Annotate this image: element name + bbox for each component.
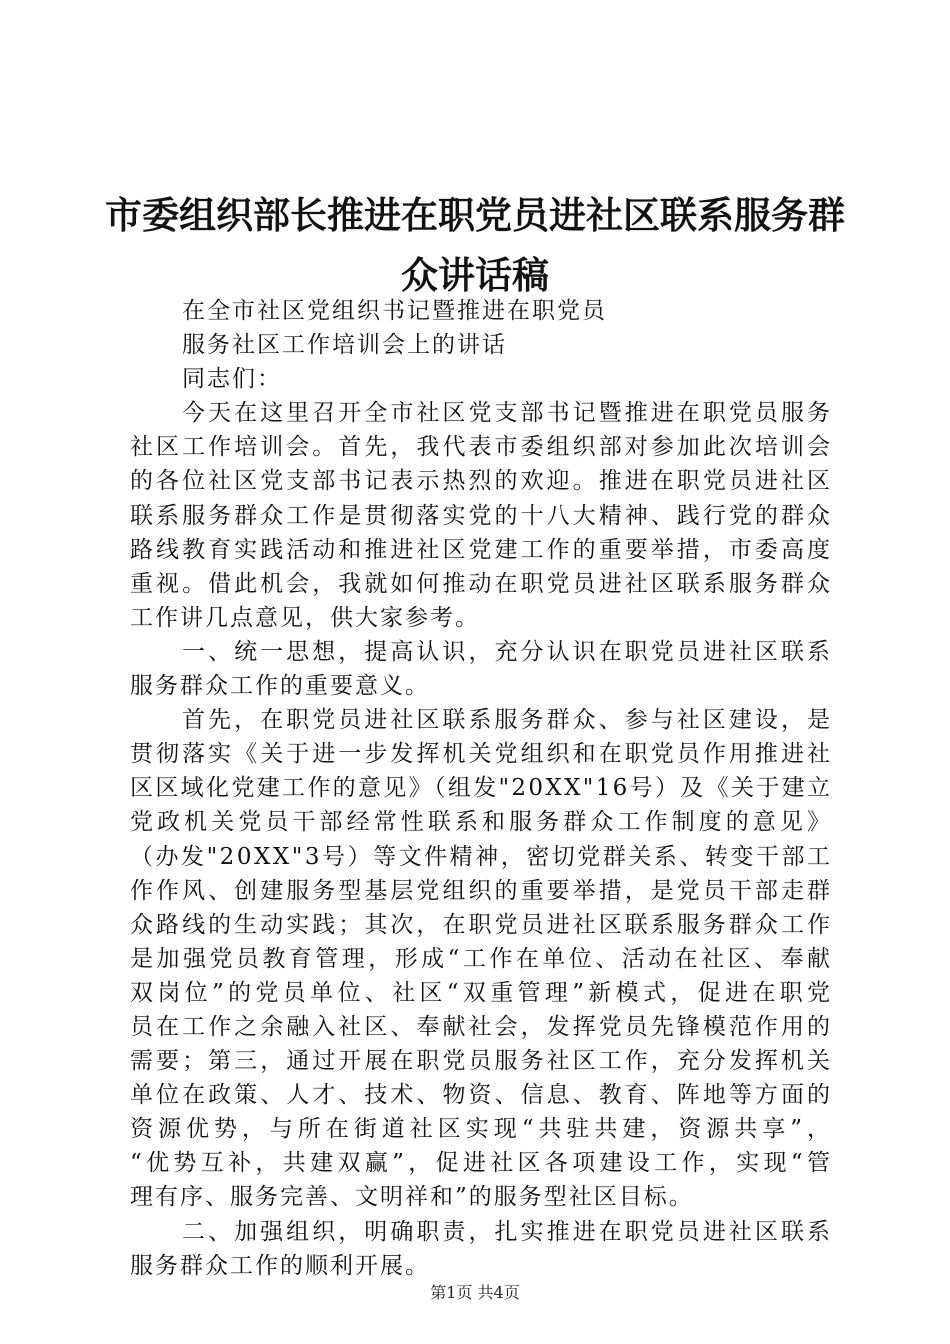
text-line: 重视。借此机会，我就如何推动在职党员进社区联系服务群众 (130, 570, 834, 597)
text-line: 一、统一思想，提高认识，充分认识在职党员进社区联系 (182, 638, 834, 665)
text-line: 服务社区工作培训会上的讲话 (182, 332, 507, 359)
text-line: 服务群众工作的顺利开展。 (130, 1252, 430, 1279)
text-line: 众路线的生动实践；其次，在职党员进社区联系服务群众工作 (130, 911, 834, 938)
text-line: 作作风、创建服务型基层党组织的重要举措，是党员干部走群 (130, 877, 834, 904)
text-line: 工作讲几点意见，供大家参考。 (130, 604, 480, 631)
text-line: 资源优势，与所在街道社区实现“共驻共建，资源共享”， (130, 1116, 835, 1143)
text-line: “优势互补，共建双赢”，促进社区各项建设工作，实现“管 (130, 1150, 835, 1177)
text-line: 党政机关党员干部经常性联系和服务群众工作制度的意见》 (130, 809, 835, 836)
text-line: 同志们： (182, 366, 282, 393)
text-line: 需要；第三，通过开展在职党员服务社区工作，充分发挥机关 (130, 1048, 834, 1075)
text-line: 员在工作之余融入社区、奉献社会，发挥党员先锋模范作用的 (130, 1013, 834, 1040)
text-line: 首先，在职党员进社区联系服务群众、参与社区建设，是 (182, 707, 834, 734)
title-line: 众讲话稿 (401, 253, 549, 297)
text-line: 是加强党员教育管理，形成“工作在单位、活动在社区、奉献 (130, 945, 834, 972)
text-line: 联系服务群众工作是贯彻落实党的十八大精神、践行党的群众 (130, 502, 834, 529)
text-line: 理有序、服务完善、文明祥和”的服务型社区目标。 (130, 1184, 694, 1211)
text-line: 双岗位”的党员单位、社区“双重管理”新模式，促进在职党 (130, 979, 835, 1006)
text-line: （办发"20XX"3号）等文件精神，密切党群关系、转变干部工 (130, 843, 833, 870)
text-line: 在全市社区党组织书记暨推进在职党员 (182, 298, 607, 324)
text-line: 的各位社区党支部书记表示热烈的欢迎。推进在职党员进社区 (130, 468, 834, 495)
page-title (95, 185, 855, 305)
text-line: 单位在政策、人才、技术、物资、信息、教育、阵地等方面的 (130, 1082, 834, 1109)
document-body (130, 294, 835, 1283)
title-line: 市委组织部长推进在职党员进社区联系服务群 (105, 193, 845, 237)
text-line: 服务群众工作的重要意义。 (130, 673, 430, 700)
text-line: 今天在这里召开全市社区党支部书记暨推进在职党员服务 (182, 400, 834, 427)
page-footer: 第1页 共4页 (430, 1283, 520, 1302)
text-line: 区区域化党建工作的意见》（组发"20XX"16号）及《关于建立 (130, 775, 833, 802)
text-line: 路线教育实践活动和推进社区党建工作的重要举措，市委高度 (130, 536, 834, 563)
text-line: 贯彻落实《关于进一步发挥机关党组织和在职党员作用推进社 (130, 741, 834, 768)
text-line: 二、加强组织，明确职责，扎实推进在职党员进社区联系 (182, 1218, 834, 1245)
text-line: 社区工作培训会。首先，我代表市委组织部对参加此次培训会 (130, 434, 834, 461)
